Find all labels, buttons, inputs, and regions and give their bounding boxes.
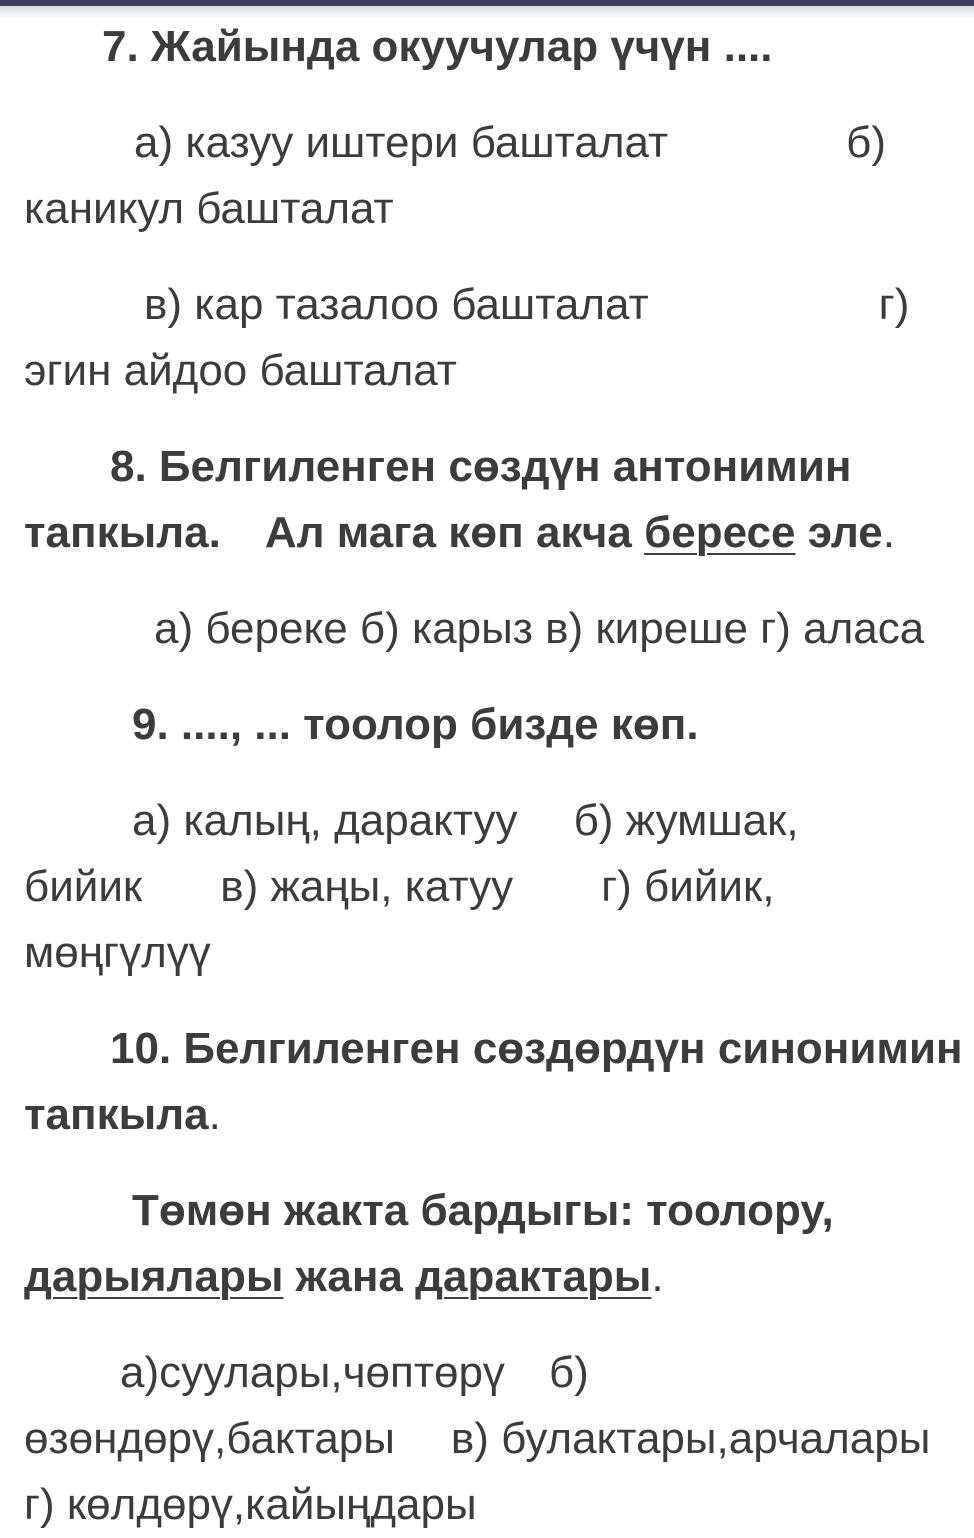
spacer [24,1148,954,1178]
q7-option-a: а) казуу иштери башталат [134,118,669,167]
q10-option-a: а)суулары,чөптөрү [120,1348,505,1397]
q10-option-b-letter: б) [548,1348,589,1397]
q10-option-b-text: өзөндөрү,бактары [24,1414,395,1463]
spacer [24,1310,954,1340]
spacer [24,404,954,434]
q9-option-a: а) калың, дарактуу [132,796,518,845]
q9-option-g: г) бийик, [601,862,775,911]
document-body [24,14,963,1538]
spacer [24,986,954,1016]
q7-option-line-2 [24,272,954,338]
q7-option-v: в) кар тазалоо башталат [144,280,649,329]
q9-option-g-cont: мөңгүлүү [24,928,211,977]
q7-option-line-1 [24,110,954,176]
q8-period: . [882,508,895,557]
q7-option-g-text: эгин айдоо башталат [24,346,457,395]
q8-instruction: тапкыла. [24,508,221,557]
q10-example-period: . [651,1252,664,1301]
q9-question: 9. ...., ... тоолор бизде көп. [132,700,699,749]
q10-example-line-1: Төмөн жакта бардыгы: тоолору, [132,1186,834,1235]
q10-period: . [208,1090,221,1139]
q9-option-b-cont: бийик [24,862,143,911]
q10-question-line-1: 10. Белгиленген сөздөрдүн синонимин [110,1024,963,1073]
spacer [24,566,954,596]
q8-question-line-1: 8. Белгиленген сөздүн антонимин [110,442,852,491]
q9-option-v: в) жаңы, катуу [220,862,514,911]
q10-underlined-word-1: дарыялары [24,1252,284,1301]
q10-option-v: в) булактары,арчалары [450,1414,931,1463]
q9-option-line-1 [24,788,954,854]
q7-option-b-text: каникул башталат [24,184,394,233]
spacer [24,80,954,110]
q7-option-g-letter: г) [878,280,910,329]
spacer [24,662,954,692]
q9-option-b: б) жумшак, [573,796,799,845]
q10-option-line-2 [24,1406,954,1472]
q10-underlined-word-2: дарактары [415,1252,652,1301]
q9-option-line-2 [24,854,954,920]
q8-sentence-start: Ал мага көп акча [264,508,632,557]
q10-question-line-2 [24,1082,954,1148]
q10-example-connector: жана [295,1252,403,1301]
q10-option-line-1 [24,1340,954,1406]
q10-example-line-2 [24,1244,954,1310]
q8-options: а) береке б) карыз в) киреше г) аласа [154,604,925,653]
q10-option-g: г) көлдөрү,кайыңдары [24,1480,477,1529]
q10-instruction: тапкыла [24,1090,209,1139]
q7-question: 7. Жайында окуучулар үчүн .... [102,22,773,71]
spacer [24,758,954,788]
q8-sentence-end: эле [807,508,883,557]
q8-question-line-2 [24,500,954,566]
q8-underlined-word: бересе [644,508,796,557]
spacer [24,242,954,272]
q7-option-b-letter: б) [846,118,887,167]
